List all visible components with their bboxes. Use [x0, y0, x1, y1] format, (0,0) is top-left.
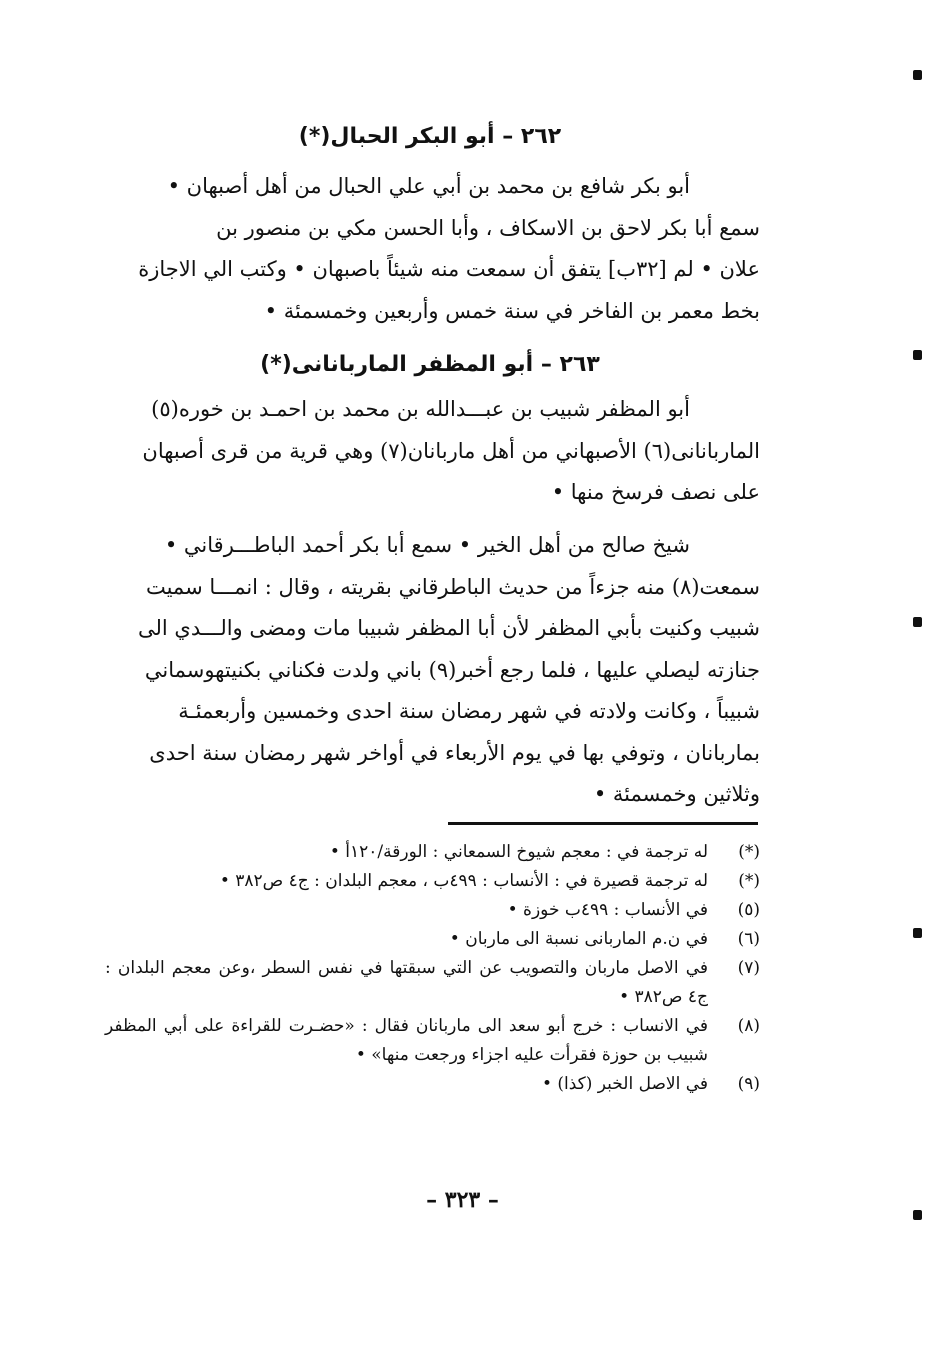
text-line: أبو المظفر شبيب بن عبـــدالله بن محمد بن احمـد بن خوره(٥)	[151, 397, 690, 421]
footnote-separator	[448, 822, 758, 825]
text-line: جنازته ليصلي عليها ، فلما رجع أخبر(٩) باني ولدت فكناني بكنيتهوسماني	[144, 657, 760, 682]
footnote	[105, 1070, 760, 1099]
text-line: أبو بكر شافع بن محمد بن أبي علي الحبال من أهل أصبهان •	[167, 174, 690, 198]
footnote-text: له ترجمة قصيرة في : الأنساب : ٤٩٩ب ، معجم البلدان : ج٤ ص٣٨٢ •	[219, 871, 708, 891]
footnote-mark: (٦)	[737, 929, 760, 949]
text-line: بماربانان ، وتوفي بها في يوم الأربعاء في أواخر شهر رمضان سنة احدى	[149, 740, 760, 765]
scan-edge-mark	[913, 70, 922, 80]
footnotes	[105, 838, 760, 1099]
footnote-text: في الاصل ماربان والتصويب عن التي سبقتها في نفس السطر ،وعن معجم البلدان : ج٤ ص٣٨٢ •	[105, 958, 708, 1007]
footnote	[105, 896, 760, 925]
scan-edge-mark	[913, 350, 922, 360]
footnote-mark: (٧)	[737, 958, 760, 978]
text-line: علان • لم [٣٢ب] يتفق أن سمعت منه شيئاً باصبهان • وكتب الي الاجازة	[138, 257, 760, 281]
entry-263-para-1	[100, 389, 760, 514]
footnote-text: في الانساب : خرج أبو سعد الى ماربانان فقال : «حضـرت للقراءة على أبي المظفر شبيب بن حوزة فقرأت عليه اجزاء ورجعت منها» •	[105, 1016, 708, 1065]
text-line: شبيب وكنيت بأبي المظفر لأن أبا المظفر شبيبا مات ومضى والـــدي الى	[138, 616, 760, 640]
entry-262-heading: ٢٦٢ – أبو البكر الحبال(*)	[298, 124, 562, 149]
footnote-mark: (٩)	[737, 1074, 760, 1094]
footnote-mark: (*)	[738, 842, 760, 862]
footnote-mark: (٥)	[737, 900, 760, 920]
footnote-mark: (٨)	[737, 1016, 760, 1036]
scan-edge-mark	[913, 617, 922, 627]
footnote	[105, 838, 760, 867]
footnote-text: في الاصل الخبر (كذا) •	[541, 1074, 708, 1094]
entry-263-heading: ٢٦٣ – أبو المظفر الماربانانى(*)	[260, 352, 600, 377]
footnote-text: له ترجمة في : معجم شيوخ السمعاني : الورقة/١٢٠أ •	[329, 842, 708, 862]
text-line: سمعت(٨) منه جزءاً من حديث الباطرقاني بقريته ، وقال : انمـــا سميت	[145, 574, 760, 599]
text-line: الماربانانى(٦) الأصبهاني من أهل ماربانان(٧) وهي قرية من قرى أصبهان	[142, 438, 760, 463]
scan-edge-mark	[913, 928, 922, 938]
text-line: شبيباً ، وكانت ولادته في شهر رمضان سنة احدى وخمسين وأربعمئـة	[178, 699, 760, 723]
footnote-text: في ن.م الماربانى نسبة الى ماربان •	[449, 929, 708, 949]
entry-262-body	[100, 166, 760, 332]
text-line: بخط معمر بن الفاخر في سنة خمس وأربعين وخمسمئة •	[264, 298, 760, 323]
footnote	[105, 925, 760, 954]
footnote	[105, 867, 760, 896]
entry-263-para-2	[100, 525, 760, 816]
text-line: سمع أبا بكر لاحق بن الاسكاف ، وأبا الحسن مكي بن منصور بن	[216, 215, 760, 240]
footnote-mark: (*)	[738, 871, 760, 891]
page-number: – ٣٢٣ –	[426, 1187, 499, 1213]
text-line: وثلاثين وخمسمئة •	[593, 782, 760, 806]
text-line: شيخ صالح من أهل الخير • سمع أبا بكر أحمد الباطـــرقاني •	[164, 533, 690, 557]
footnote	[105, 1012, 760, 1070]
text-line: على نصف فرسخ منها •	[551, 480, 760, 504]
footnote	[105, 954, 760, 1012]
footnote-text: في الأنساب : ٤٩٩ب خوزة •	[507, 900, 708, 920]
